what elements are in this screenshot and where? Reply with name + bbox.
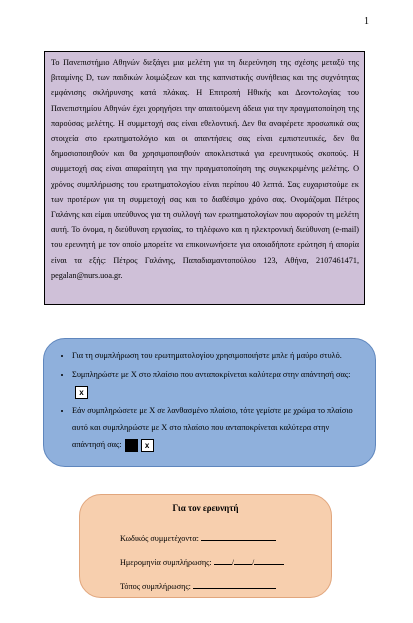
example-checkbox-x: x: [75, 386, 88, 399]
instruction-text: Συμπληρώστε με X στο πλαίσιο που ανταποκρίνεται καλύτερα στην απάντησή σας:: [72, 370, 351, 379]
completion-place-label: Τόπος συμπλήρωσης:: [120, 582, 191, 591]
instruction-text: Για τη συμπλήρωση του ερωτηματολογίου χρησιμοποιήστε μπλε ή μαύρο στυλό.: [72, 351, 342, 360]
completion-date-field: [120, 556, 284, 567]
completion-place-field: [120, 580, 276, 591]
date-month-input[interactable]: [231, 556, 255, 567]
instruction-text: Εάν συμπληρώσετε με X σε λανθασμένο πλαίσιο, τότε γεμίστε με χρώμα το πλαίσιο αυτό και συμπληρώστε με X στο πλαίσιο που ανταποκρίνεται καλύτερα στην απάντησή σας:: [72, 406, 353, 449]
example-filled-box: [125, 439, 138, 452]
participant-code-label: Κωδικός συμμετέχοντα:: [120, 534, 199, 543]
page-number: 1: [364, 16, 369, 27]
date-separator: /: [231, 558, 235, 567]
researcher-title: Για τον ερευνητή: [172, 503, 239, 513]
instruction-item-mark: [72, 366, 363, 400]
participant-code-field: [120, 532, 276, 543]
example-checkbox-x: x: [141, 439, 154, 452]
date-year-input[interactable]: [254, 556, 284, 565]
date-day-input[interactable]: [214, 556, 235, 567]
completion-place-input[interactable]: [193, 580, 276, 589]
instructions-list: [58, 347, 363, 453]
intro-text-box: [44, 51, 365, 305]
instruction-item-pen: [72, 347, 363, 364]
date-separator: /: [252, 558, 255, 567]
completion-date-label: Ημερομηνία συμπλήρωσης:: [120, 558, 212, 567]
instruction-item-correction: [72, 402, 363, 453]
participant-code-input[interactable]: [201, 532, 276, 541]
intro-paragraph: Το Πανεπιστήμιο Αθηνών διεξάγει μια μελέτη για τη διερεύνηση της σχέσης μεταξύ της βιταμίνης D, των παιδικών λοιμώξεων και της καπνιστικής συνήθειας και της συχνότητας εμφάνισης σκλήρυνσης κατά πλάκας. Η Επιτροπή Ηθικής και Δεοντολογίας του Πανεπιστημίου Αθηνών έχει χορηγήσει την απαιτούμενη άδεια για την πραγματοποίηση της παρούσας μελέτης. Η συμμετοχή σας είναι εθελοντική. Δεν θα αναφέρετε προσωπικά σας στοιχεία στο ερωτηματολόγιο και οι απαντήσεις σας είναι εμπιστευτικές, δεν θα δημοσιοποιηθούν και θα χρησιμοποιηθούν αποκλειστικά για ερευνητικούς σκοπούς. Η συμμετοχή σας είναι απαραίτητη για την πραγματοποίηση της συγκεκριμένης μελέτης. Ο χρόνος συμπλήρωσης του ερωτηματολογίου είναι περίπου 40 λεπτά. Σας ευχαριστούμε εκ των προτέρων για τη συμμετοχή σας και το διαθέσιμο χρόνο σας. Ονομάζομαι Πέτρος Γαλάνης και είμαι υπεύθυνος για τη συλλογή των ερωτηματολογίων που αφορούν τη μελέτη αυτή. Το όνομα, η διεύθυνση εργασίας, το τηλέφωνο και η ηλεκτρονική διεύθυνση (e-mail) του ερευνητή με τον οποίο μπορείτε να επικοινωνήσετε για οποιαδήποτε ερώτηση ή απορία είναι τα εξής: Πέτρος Γαλάνης, Παπαδιαμαντοπούλου 123, Αθήνα, 2107461471, pegalan@nurs.uoa.gr.: [51, 58, 359, 280]
researcher-box: [79, 494, 332, 598]
instructions-box: [43, 338, 376, 467]
